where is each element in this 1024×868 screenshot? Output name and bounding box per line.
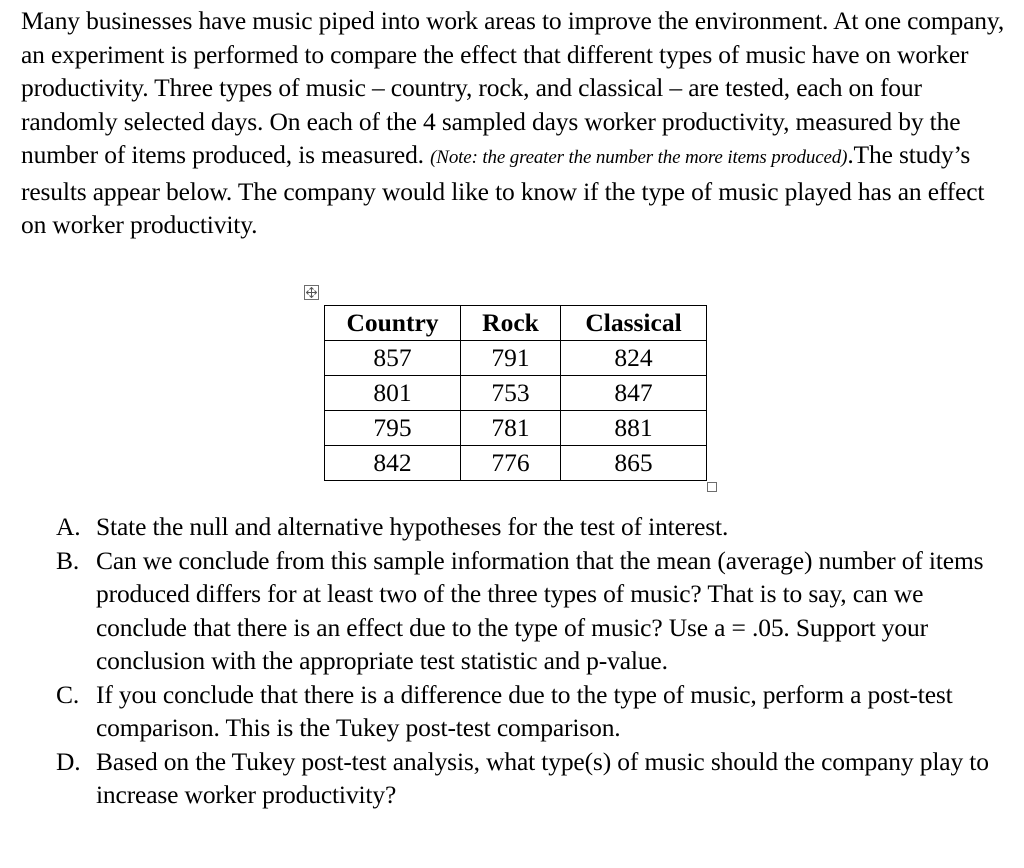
header-classical: Classical (561, 306, 707, 341)
question-label: A. (56, 512, 81, 541)
table-resize-handle-icon[interactable] (707, 482, 717, 492)
cell-country: 857 (325, 341, 461, 376)
cell-rock: 781 (461, 411, 561, 446)
table-header-row (325, 306, 707, 341)
table-row (325, 446, 707, 481)
question-label: D. (56, 746, 81, 776)
header-country: Country (325, 306, 461, 341)
intro-text: Many businesses have music piped into work areas to improve the environment. At one company, an experiment is performed to compare the effect that different types of music have on worker productivity. Three types of music – country, rock, and classical – are tested, each on four randomly selected days. On each of the 4 sampled days worker productivity, measured by the number of items produced, is measured. (21, 6, 1005, 169)
question-text: State the null and alternative hypotheses for the test of interest. (96, 512, 729, 541)
problem-statement (21, 4, 1011, 242)
cell-country: 842 (325, 446, 461, 481)
table-row (325, 341, 707, 376)
question-item (56, 544, 1016, 678)
cell-rock: 776 (461, 446, 561, 481)
cell-classical: 824 (561, 341, 707, 376)
results-table (324, 305, 707, 481)
cell-rock: 753 (461, 376, 561, 411)
cell-classical: 847 (561, 376, 707, 411)
cell-classical: 881 (561, 411, 707, 446)
table-row (325, 411, 707, 446)
question-text: Based on the Tukey post-test analysis, what type(s) of music should the company play to increase worker productivity? (96, 746, 989, 809)
question-label: B. (56, 545, 80, 575)
question-text: If you conclude that there is a difference due to the type of music, perform a post-test comparison. This is the Tukey post-test comparison. (96, 679, 953, 742)
question-item (56, 510, 1016, 544)
table-row (325, 376, 707, 411)
intro-text-continued: .The study’s results appear below. The company would like to know if the type of music played has an effect on worker productivity. (21, 140, 985, 239)
question-label: C. (56, 679, 80, 709)
intro-note: (Note: the greater the number the more items produced) (430, 147, 848, 168)
move-arrows-icon (306, 287, 317, 298)
question-text: Can we conclude from this sample information that the mean (average) number of items produced differs for at least two of the three types of music? That is to say, can we conclude that there is an effect due to the type of music? Use a = .05. Support your conclusion with the appropriate test statistic and p-value. (96, 545, 984, 675)
cell-rock: 791 (461, 341, 561, 376)
cell-classical: 865 (561, 446, 707, 481)
cell-country: 801 (325, 376, 461, 411)
table-move-icon[interactable] (304, 285, 319, 300)
header-rock: Rock (461, 306, 561, 341)
question-item (56, 745, 1016, 812)
question-list (56, 510, 1016, 812)
question-item (56, 678, 1016, 745)
cell-country: 795 (325, 411, 461, 446)
